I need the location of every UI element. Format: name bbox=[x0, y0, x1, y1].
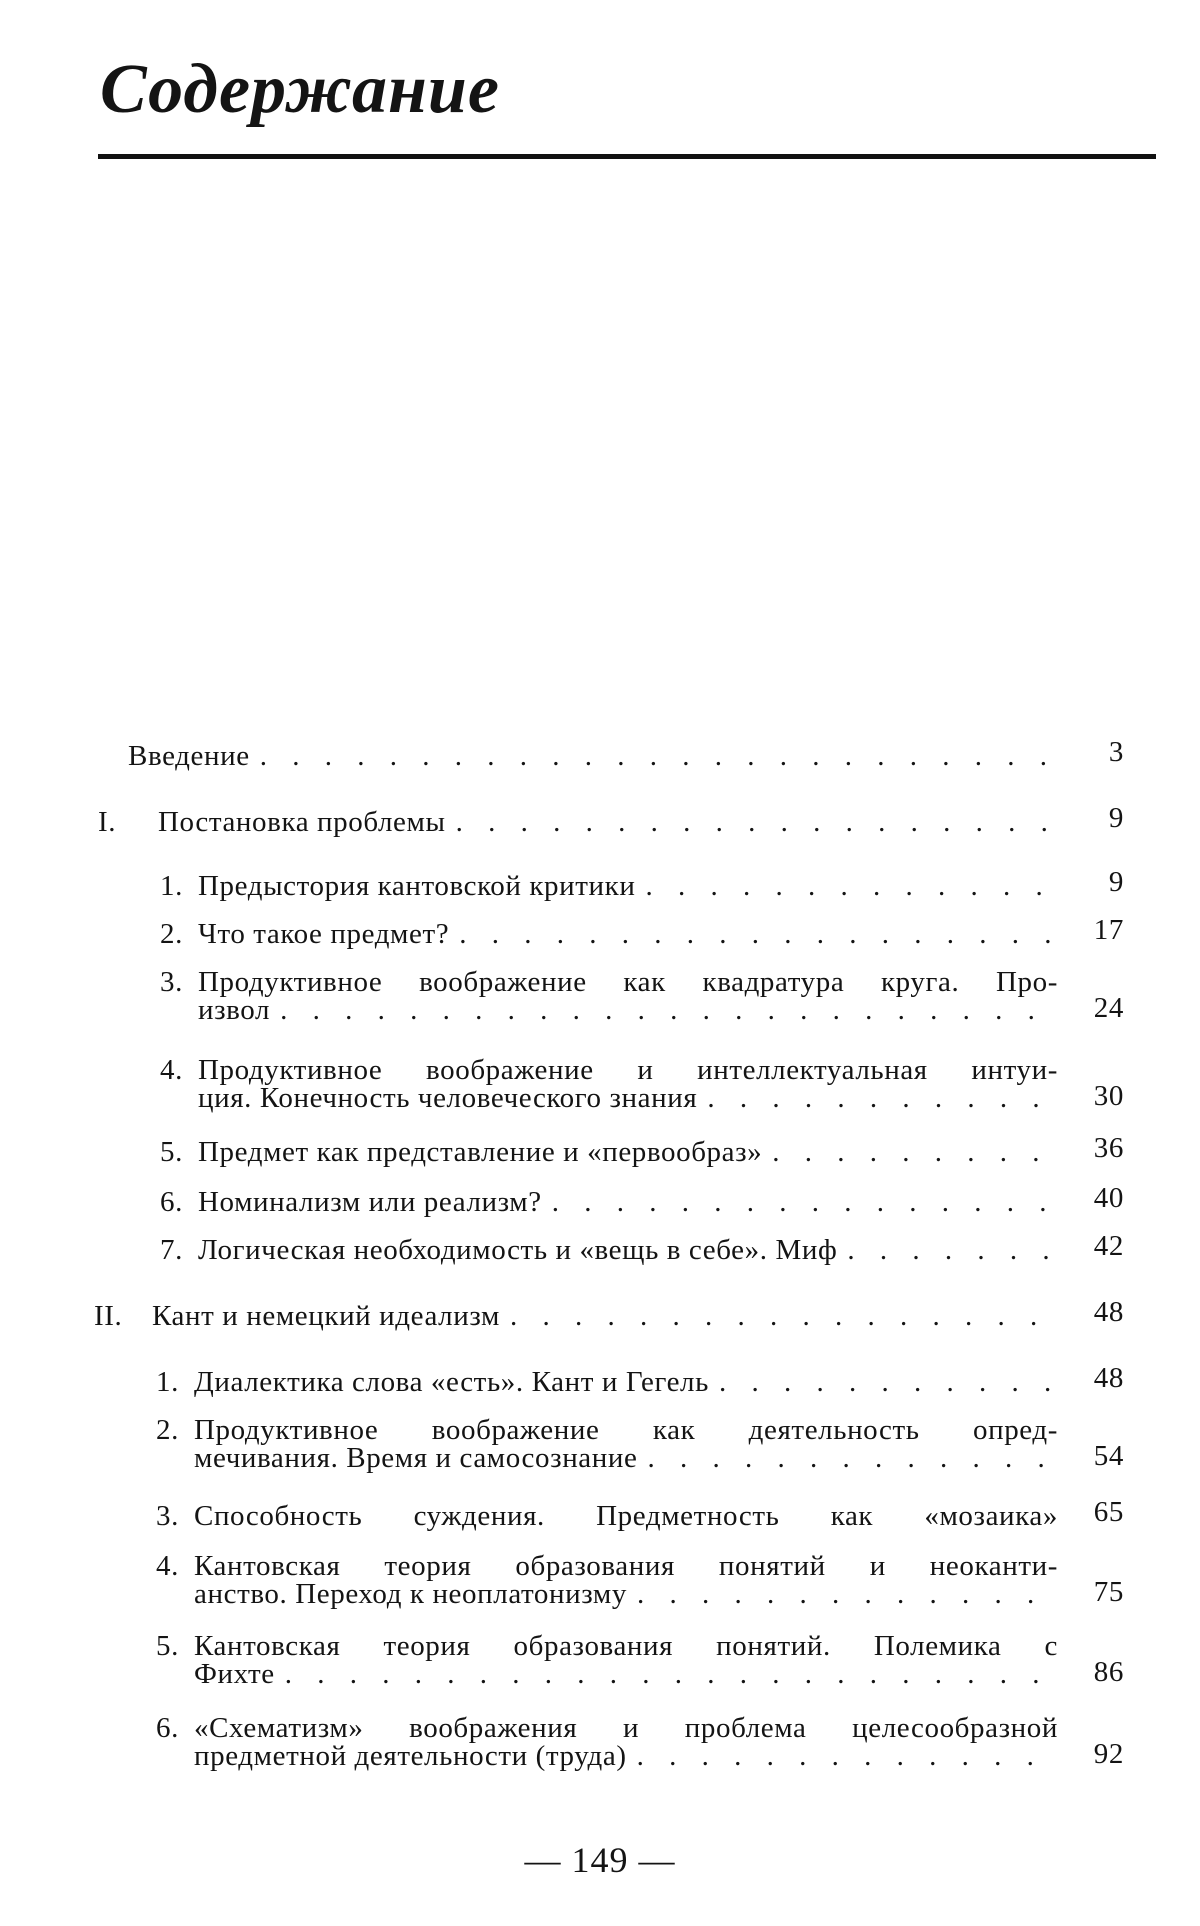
toc-page-number: 40 bbox=[1093, 1182, 1124, 1214]
toc-item-text: Предыстория кантовской критики bbox=[198, 870, 636, 902]
toc-item-text: Способность суждения. Предметность как «мозаика» bbox=[194, 1500, 1058, 1532]
toc-page-number: 36 bbox=[1093, 1132, 1124, 1164]
leader-dots bbox=[709, 1366, 1058, 1398]
toc-page-number: 92 bbox=[1093, 1738, 1124, 1770]
part-title: Кант и немецкий идеализм bbox=[152, 1300, 500, 1332]
toc-item-text: Кантовская теория образования понятий и неоканти- bbox=[194, 1550, 1058, 1582]
toc-item-text: Диалектика слова «есть». Кант и Гегель bbox=[194, 1366, 709, 1398]
part-number: II. bbox=[94, 1300, 123, 1332]
leader-dots bbox=[446, 806, 1058, 838]
toc-item-text: Кантовская теория образования понятий. Полемика с bbox=[194, 1630, 1058, 1662]
toc-page-number: 30 bbox=[1093, 1080, 1124, 1112]
toc-item-text: Продуктивное воображение как квадратура круга. Про- bbox=[198, 966, 1058, 998]
toc-item-text: Предмет как представление и «первообраз» bbox=[198, 1136, 763, 1168]
leader-dots bbox=[500, 1300, 1058, 1332]
leader-dots bbox=[250, 740, 1058, 772]
leader-dots bbox=[762, 1136, 1058, 1168]
toc-page-number: 48 bbox=[1093, 1296, 1124, 1328]
toc-item-text: Продуктивное воображение и интеллектуальная интуи- bbox=[198, 1054, 1058, 1086]
toc-item-text: Продуктивное воображение как деятельность опред- bbox=[194, 1414, 1058, 1446]
toc-item-text: «Схематизм» воображения и проблема целесообразной bbox=[194, 1712, 1058, 1744]
toc-page-number: 86 bbox=[1093, 1656, 1124, 1688]
toc-item-text: Фихте bbox=[194, 1658, 275, 1690]
toc-page-number: 9 bbox=[1108, 866, 1124, 898]
leader-dots bbox=[270, 994, 1058, 1026]
toc-item-text: анство. Переход к неоплатонизму bbox=[194, 1578, 627, 1610]
page-title: Содержание bbox=[100, 51, 500, 128]
leader-dots bbox=[697, 1082, 1058, 1114]
toc-item-text: ция. Конечность человеческого знания bbox=[198, 1082, 698, 1114]
toc-item-text: мечивания. Время и самосознание bbox=[194, 1442, 638, 1474]
table-of-contents: Введение . . . 3 I. Постановка проблемы . . . 9 1. Предыстория кантовской критики . . . 9 2. Что такое предмет? . . . 17 3. Продуктивное воображение как квадратура круга. Про- извол . . . 24 4. Продуктивное воображение и интеллектуальная интуи- ция. Конечность человеческого знания . . . 30 5. Предмет как представление и «первообраз» . . . 36 6. Номинализм или реализм? . . . 40 7. Логическая необходимость и «вещь в себе». Миф . . . 42 II. Кант и немецкий идеализм . . . 48 1. Диалектика слова «есть». Кант и Гегель . . . 48 2. Продуктивное воображение как деятельность опред- мечивания. Время и самосознание . . . 54 3. Способность суждения. Предметность как «мозаика» 65 4. Кантовская теория образования понятий и неоканти- анство. Переход к неоплатонизму . . . 75 5. Кантовская теория образования понятий. Полемика с Фихте . . . 86 6. «Схематизм» воображения и проблема целесообразной предметной деятельности (труда) . . . 92 bbox=[0, 0, 1200, 1926]
footer-page-number: — 149 — bbox=[524, 1840, 676, 1880]
leader-dots bbox=[542, 1186, 1058, 1218]
leader-dots bbox=[635, 870, 1058, 902]
toc-page-number: 24 bbox=[1093, 992, 1124, 1024]
part-title: Постановка проблемы bbox=[158, 806, 446, 838]
toc-item-text: Логическая необходимость и «вещь в себе». Миф bbox=[198, 1234, 838, 1266]
leader-dots bbox=[449, 918, 1058, 950]
part-number: I. bbox=[98, 806, 117, 838]
toc-page-number: 3 bbox=[1108, 736, 1124, 768]
toc-item-text: Номинализм или реализм? bbox=[198, 1186, 542, 1218]
leader-dots bbox=[627, 1578, 1058, 1610]
toc-page-number: 48 bbox=[1093, 1362, 1124, 1394]
leader-dots bbox=[275, 1658, 1058, 1690]
toc-item-text: предметной деятельности (труда) bbox=[194, 1740, 627, 1772]
toc-page-number: 75 bbox=[1093, 1576, 1124, 1608]
toc-page-number: 9 bbox=[1108, 802, 1124, 834]
toc-page-number: 17 bbox=[1093, 914, 1124, 946]
toc-entry-title: Введение bbox=[128, 740, 250, 772]
leader-dots bbox=[837, 1234, 1058, 1266]
toc-item-text: Что такое предмет? bbox=[198, 918, 450, 950]
leader-dots bbox=[627, 1740, 1058, 1772]
leader-dots bbox=[638, 1442, 1059, 1474]
toc-page-number: 54 bbox=[1093, 1440, 1124, 1472]
toc-item-text: извол bbox=[198, 994, 271, 1026]
toc-page-number: 65 bbox=[1093, 1496, 1124, 1528]
toc-page-number: 42 bbox=[1093, 1230, 1124, 1262]
